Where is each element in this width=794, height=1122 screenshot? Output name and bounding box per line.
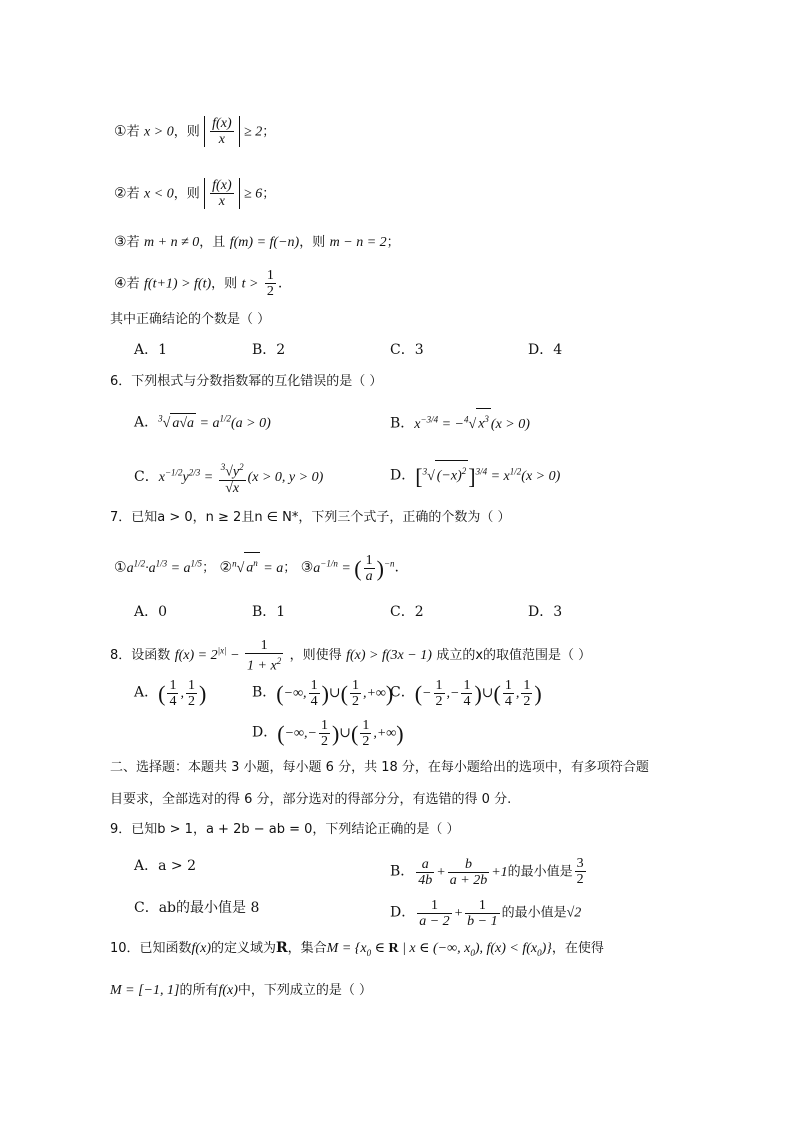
q7-option-b[interactable]: B．1 xyxy=(252,604,286,620)
q5-prompt: 其中正确结论的个数是（ ） xyxy=(110,312,271,327)
q6-option-d[interactable]: D．[$^3$√ $(-x)^2]^{3/4} = x^{1/2}(x > 0)$ xyxy=(390,460,560,487)
q8-option-d[interactable]: D．(−∞,− $\frac{1}{2}$ )∪( $\frac{1}{2}$ ,+∞) xyxy=(252,718,404,749)
q9-option-a[interactable]: A．a > 2 xyxy=(134,858,196,874)
q8-option-c[interactable]: C．(− $\frac{1}{2}$ ,− $\frac{1}{4}$ )∪( $\frac{1}{4}$ , $\frac{1}{2}$ ) xyxy=(390,678,542,709)
q9-option-c[interactable]: C．ab的最小值是 8 xyxy=(134,900,260,916)
q6-option-b[interactable]: B．$x^{-3/4} = -^4√$ $x^3$ (x > 0) xyxy=(390,408,530,435)
q5-option-c[interactable]: C．3 xyxy=(390,342,424,358)
q10-line-1: 10．已知函数f(x)的定义域为R，集合$M = \{x_0$ ∈ R | x ∈ (−∞, $x_0$), $f(x) < f(x_0)$}，在使得 xyxy=(110,940,604,958)
q8-option-b[interactable]: B．(−∞, $\frac{1}{4}$ )∪( $\frac{1}{2}$ ,+∞) xyxy=(252,678,394,709)
q9-option-d[interactable]: D． $\frac{1}{a - 2}$ + $\frac{1}{b - 1}$ 的最小值是√2 xyxy=(390,898,582,929)
q7-option-a[interactable]: A．0 xyxy=(134,604,168,620)
q6-option-c[interactable]: C．$x^{-1/2}y^{2/3}$ = $\frac{^3√y^2}{√x}$ (x > 0, y > 0) xyxy=(134,462,324,496)
statement-1: ①若 x > 0，则 $\frac{f(x)}{x}$ ≥ 2； xyxy=(114,116,276,147)
statement-3: ③若 m + n ≠ 0，且 f(m) = f(−n)，则 m − n = 2； xyxy=(114,234,400,250)
q6-stem: 6．下列根式与分数指数幂的互化错误的是（ ） xyxy=(110,374,383,389)
statement-2: ②若 x < 0，则 $\frac{f(x)}{x}$ ≥ 6； xyxy=(114,178,276,209)
q7-stem: 7．已知a > 0，n ≥ 2且n ∈ N*，下列三个式子，正确的个数为（ ） xyxy=(110,510,511,525)
q9-stem: 9．已知b > 1，a + 2b − ab = 0，下列结论正确的是（ ） xyxy=(110,822,460,837)
q5-option-d[interactable]: D．4 xyxy=(528,342,563,358)
statement-4: ④若 f(t+1) > f(t)，则 t > $\frac{1}{2}$ . xyxy=(114,268,283,299)
statement-number: ① xyxy=(114,123,127,140)
q6-option-a[interactable]: A．$^3$√ $a√a = a^{1/2}(a > 0)$ xyxy=(134,408,271,434)
section-2-line-2: 目要求，全部选对的得 6 分，部分选对的得部分分，有选错的得 0 分. xyxy=(110,792,512,807)
q7-option-c[interactable]: C．2 xyxy=(390,604,424,620)
q9-option-b[interactable]: B． $\frac{a}{4b}$ + $\frac{b}{a + 2b}$ +1的最小值是 $\frac{3}{2}$ xyxy=(390,856,584,888)
q7-option-d[interactable]: D．3 xyxy=(528,604,563,620)
q5-option-a[interactable]: A．1 xyxy=(134,342,168,358)
q7-expressions: $①a^{1/2}\cdot a^{1/3} = a^{1/5}$； ②$^n$√ $a^n = a$； $③a^{-1/n}$ = ( $\frac{1}{a}$ )$^{-n}$. xyxy=(114,552,399,584)
q5-option-b[interactable]: B．2 xyxy=(252,342,286,358)
q10-line-2: M = [−1, 1]的所有f(x)中，下列成立的是（ ） xyxy=(110,983,373,998)
q8-stem: 8．设函数 $f(x) = 2^{|x|}$ − $\frac{1}{1 + x^2}$ ，则使得 f(x) > f(3x − 1) 成立的x的取值范围是（ ） xyxy=(110,638,592,674)
section-2-line-1: 二、选择题：本题共 3 小题，每小题 6 分，共 18 分，在每小题给出的选项中，有多项符合题 xyxy=(110,760,649,775)
q8-option-a[interactable]: A．( $\frac{1}{4}$ , $\frac{1}{2}$ ) xyxy=(134,678,207,709)
